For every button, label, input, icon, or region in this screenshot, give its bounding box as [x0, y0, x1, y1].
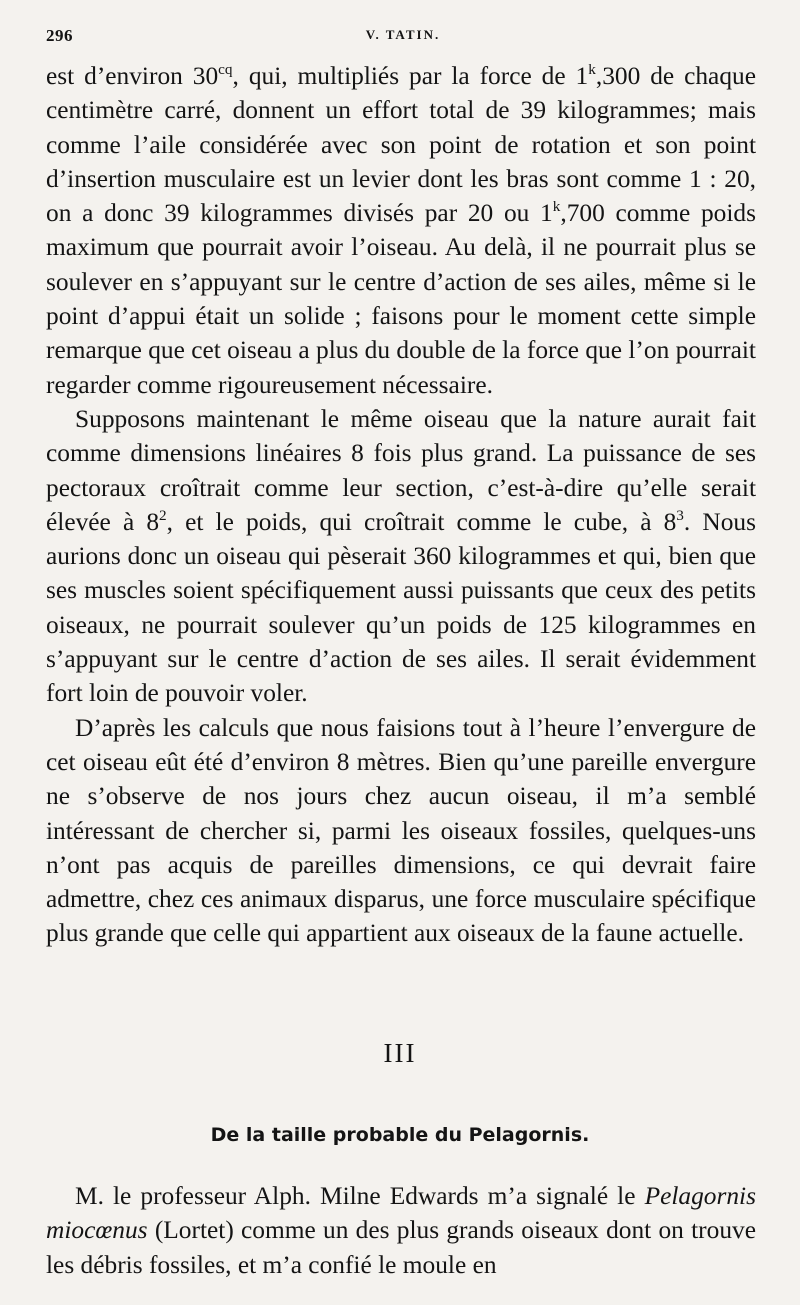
text-run: . Nous aurions donc un oiseau qui pèserait 360 kilogrammes et qui, bien que ses muscles soient spécifiquement aussi puissants que ceux des petits oiseaux, ne pourrait soulever qu’un poids de 125 kilogrammes en s’appuyant sur le centre d’action de ses ailes. Il serait évidemment fort loin de pouvoir voler. [46, 507, 756, 708]
superscript: cq [218, 61, 233, 79]
text-run: M. le professeur Alph. Milne Edwards m’a signalé le [75, 1182, 645, 1210]
page-number: 296 [46, 26, 73, 45]
paragraph-3: D’après les calculs que nous faisions tout à l’heure l’envergure de cet oiseau eût été d’environ 8 mètres. Bien qu’une pareille envergure ne s’observe de nos jours chez aucun oiseau, il m’a semblé intéressant de chercher si, parmi les oiseaux fossiles, quelques-uns n’ont pas acquis de pareilles dimensions, ce qui devrait faire admettre, chez ces animaux disparus, une force musculaire spécifique plus grande que celle qui appartient aux oiseaux de la faune actuelle. [46, 713, 756, 948]
superscript: 2 [159, 506, 167, 524]
italic-taxon: Pelagornis miocœnus [46, 1182, 756, 1245]
paragraph-4 [46, 1179, 756, 1282]
closing-text [46, 1179, 756, 1282]
text-run: est d’environ 30 [46, 62, 219, 90]
paragraph-2 [46, 402, 756, 711]
text-run: (Lortet) comme un des plus grands oiseaux dont on trouve les débris fossiles, et m’a confié le moule en [46, 1216, 756, 1279]
running-head: V. TATIN. [365, 27, 441, 42]
superscript: k [588, 61, 596, 79]
page-header [46, 26, 760, 50]
paragraph-1 [46, 59, 756, 402]
text-run: , qui, multipliés par la force de 1 [232, 62, 589, 90]
text-run: , et le poids, qui croîtrait comme le cube, à 8 [166, 507, 677, 536]
text-run: Supposons maintenant le même oiseau que la nature aurait fait comme dimensions linéaires 8 fois plus grand. La puissance de ses pectoraux croîtrait comme leur section, c’est-à-dire qu’elle serait élevée à 8 [46, 404, 756, 536]
text-run: ,700 comme poids maximum que pourrait avoir l’oiseau. Au delà, il ne pourrait plus se soulever en s’appuyant sur le centre d’action de ses ailes, même si le point d’appui était un solide ; faisons pour le moment cette simple remarque que cet oiseau a plus du double de la force que l’on pourrait regarder comme rigoureusement nécessaire. [46, 199, 756, 399]
section-title: De la taille probable du Pelagornis. [210, 1124, 590, 1146]
superscript: 3 [676, 506, 684, 524]
text-run: ,300 de chaque centimètre carré, donnent un effort total de 39 kilogrammes; mais comme l’aile considérée avec son point de rotation et son point d’insertion musculaire est un levier dont les bras sont comme 1 : 20, on a donc 39 kilogrammes divisés par 20 ou 1 [46, 62, 756, 228]
section-numeral: III [383, 1038, 417, 1068]
body-text [46, 59, 756, 951]
superscript: k [552, 198, 561, 216]
